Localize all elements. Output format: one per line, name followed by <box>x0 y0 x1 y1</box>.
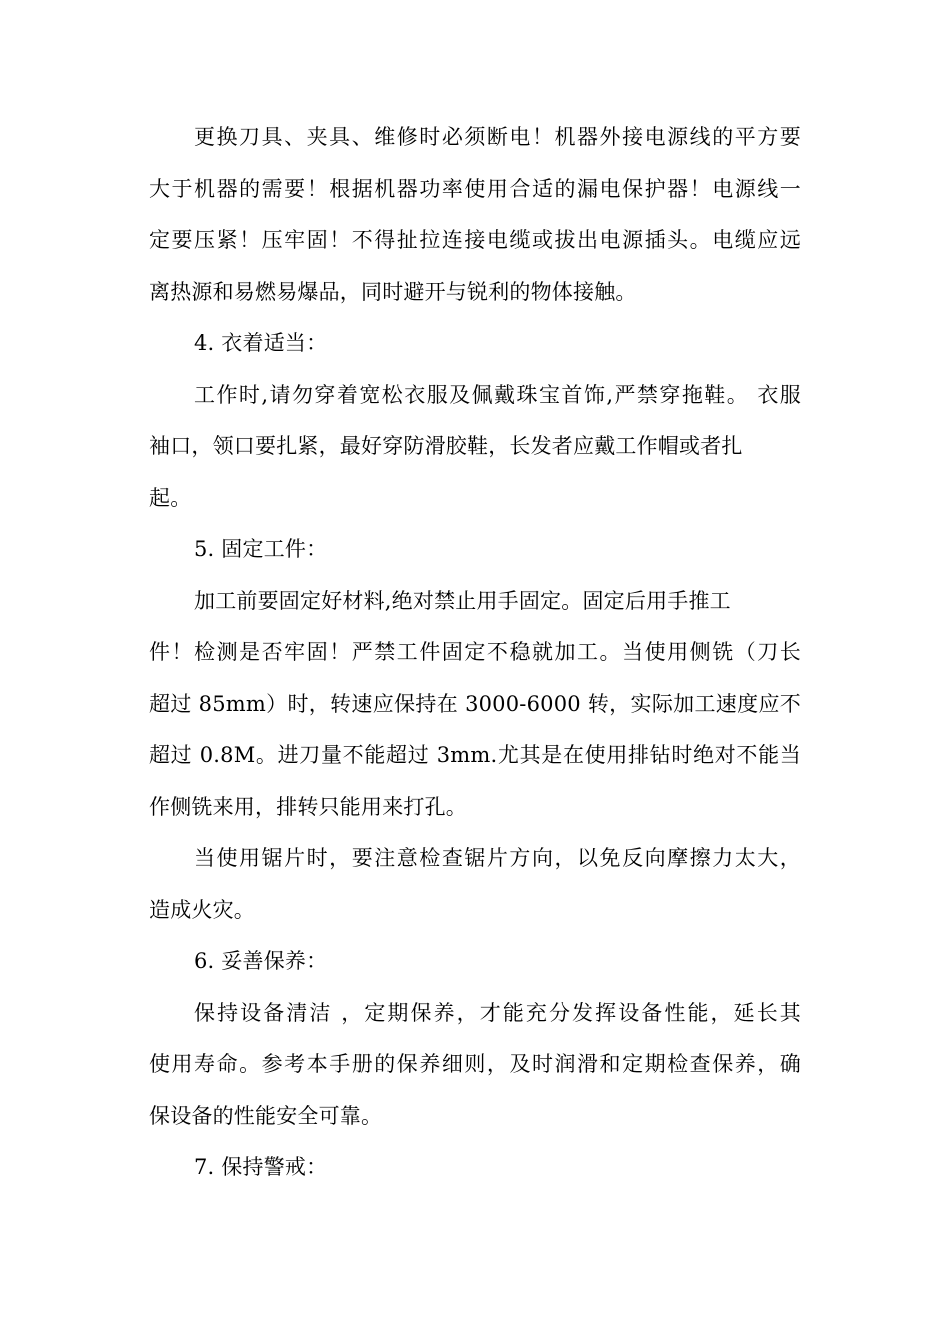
document-body <box>149 112 801 1194</box>
text-line: 7. 保持警戒： <box>194 1155 328 1179</box>
text-line: 袖口，领口要扎紧，最好穿防滑胶鞋，长发者应戴工作帽或者扎 <box>149 434 743 458</box>
text-line: 更换刀具、夹具、维修时必须断电！机器外接电源线的平方要 <box>194 125 801 149</box>
text-line: 5. 固定工件： <box>194 537 328 561</box>
text-line: 大于机器的需要！根据机器功率使用合适的漏电保护器！电源线一 <box>149 176 801 201</box>
text-line: 4. 衣着适当： <box>194 331 328 355</box>
text-line: 件！检测是否牢固！严禁工件固定不稳就加工。当使用侧铣（刀长 <box>149 640 801 664</box>
text-line: 6. 妥善保养： <box>194 949 328 973</box>
text-line: 超过 85mm）时，转速应保持在 3000-6000 转，实际加工速度应不 <box>149 691 801 716</box>
text-line: 作侧铣来用，排转只能用来打孔。 <box>149 794 467 819</box>
text-line: 当使用锯片时，要注意检查锯片方向，以免反向摩擦力太大， <box>194 846 801 870</box>
text-line: 造成火灾。 <box>149 897 255 922</box>
text-line: 超过 0.8M。进刀量不能超过 3mm.尤其是在使用排钻时绝对不能当 <box>149 743 801 767</box>
text-line: 离热源和易燃易爆品，同时避开与锐利的物体接触。 <box>149 279 637 304</box>
text-line: 保持设备清洁 ，定期保养，才能充分发挥设备性能，延长其 <box>194 1000 801 1025</box>
text-line: 定要压紧！压牢固！不得扯拉连接电缆或拔出电源插头。电缆应远 <box>149 228 801 252</box>
text-line: 保设备的性能安全可靠。 <box>149 1103 383 1128</box>
text-line: 工作时,请勿穿着宽松衣服及佩戴珠宝首饰,严禁穿拖鞋。 衣服 <box>194 382 801 407</box>
text-line: 加工前要固定好材料,绝对禁止用手固定。固定后用手推工 <box>194 588 731 613</box>
text-line: 起。 <box>149 485 192 510</box>
text-line: 使用寿命。参考本手册的保养细则，及时润滑和定期检查保养，确 <box>149 1052 801 1076</box>
